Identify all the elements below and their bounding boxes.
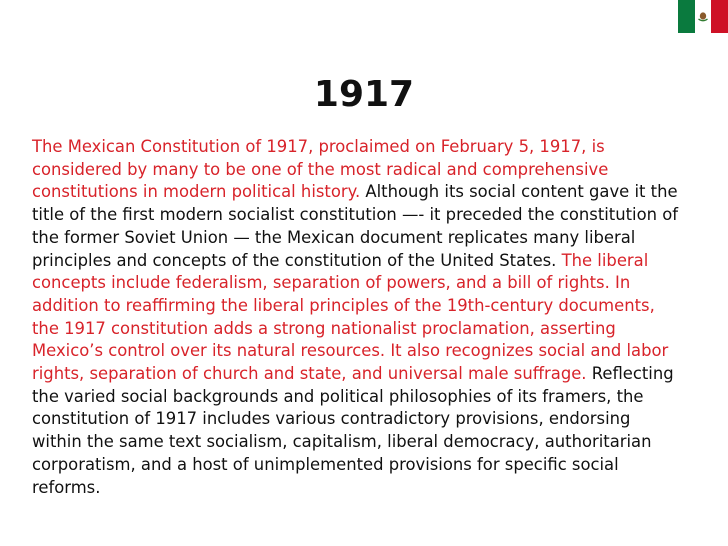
coat-of-arms-icon <box>697 11 709 22</box>
flag-green-band <box>678 0 695 33</box>
paragraph-black-segment: Reflecting the varied social backgrounds and political philosophies of its framers, the constitution of 1917 includes various contradictory provisions, endorsing within the same text socialism, capitalism, liberal democracy, authoritarian corporatism, and a host of unimplemented provisions for specific social reforms. <box>32 364 674 497</box>
flag-red-band <box>711 0 728 33</box>
slide-title: 1917 <box>313 74 415 116</box>
paragraph-red-segment: The Mexican Constitution of 1917, proclaimed on February 5, 1917, is considered by many to be one of the most radical and comprehensive constitutions in modern political history. <box>32 137 609 202</box>
paragraph-red-segment: The liberal concepts include federalism, separation of powers, and a bill of rights. In addition to reaffirming the liberal principles of the 19th-century documents, the 1917 constitution adds a strong nationalist proclamation, asserting Mexico’s control over its natural resources. It also recognizes social and labor rights, separation of church and state, and universal male suffrage. <box>32 250 669 384</box>
constitution-paragraph <box>32 136 684 499</box>
mexico-flag-icon <box>678 0 728 33</box>
paragraph-black-segment: Although its social content gave it the title of the first modern socialist constitution —- it preceded the constitution of the former Soviet Union — the Mexican document replicates many liberal principles and concepts of the constitution of the United States. <box>32 182 679 270</box>
